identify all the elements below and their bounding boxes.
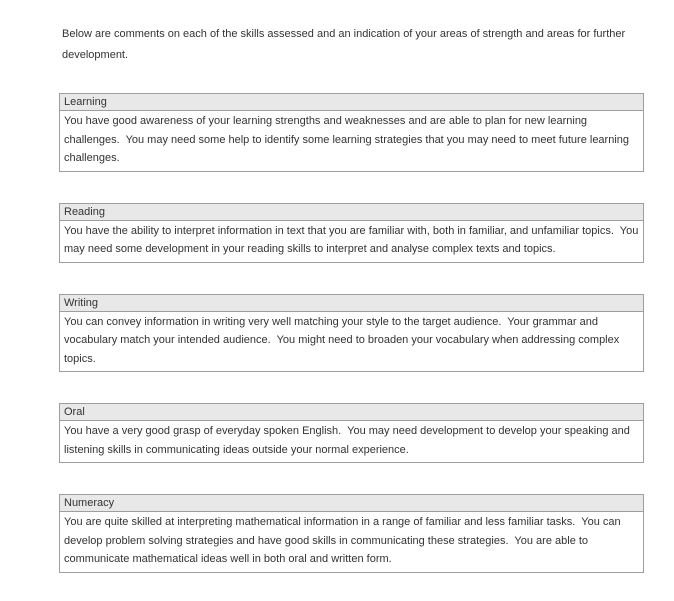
section-reading-title: Reading: [59, 203, 644, 221]
section-learning-comment: You have good awareness of your learning strengths and weaknesses and are able to plan for new learning challenges. You may need some help to identify some learning strategies that you may need to meet future learning challenges.: [59, 111, 644, 172]
section-numeracy-title: Numeracy: [59, 494, 644, 512]
section-reading: [59, 203, 644, 263]
section-writing-title: Writing: [59, 294, 644, 312]
section-writing: [59, 294, 644, 373]
section-learning-title: Learning: [59, 93, 644, 111]
section-oral-title: Oral: [59, 403, 644, 421]
section-reading-comment: You have the ability to interpret information in text that you are familiar with, both in familiar, and unfamiliar topics. You may need some development in your reading skills to interpret and analyse complex texts and topics.: [59, 221, 644, 263]
section-numeracy-comment: You are quite skilled at interpreting mathematical information in a range of familiar and less familiar tasks. You can develop problem solving strategies and have good skills in communicating these strategies. You are able to communicate mathematical ideas well in both oral and written form.: [59, 512, 644, 573]
section-learning: [59, 93, 644, 172]
section-writing-comment: You can convey information in writing very well matching your style to the target audience. Your grammar and vocabulary match your intended audience. You might need to broaden your vocabulary when addressing complex topics.: [59, 312, 644, 373]
section-numeracy: [59, 494, 644, 573]
section-oral: [59, 403, 644, 463]
section-oral-comment: You have a very good grasp of everyday spoken English. You may need development to develop your speaking and listening skills in communicating ideas outside your normal experience.: [59, 421, 644, 463]
intro-paragraph: Below are comments on each of the skills assessed and an indication of your areas of strength and areas for further development.: [62, 28, 629, 61]
